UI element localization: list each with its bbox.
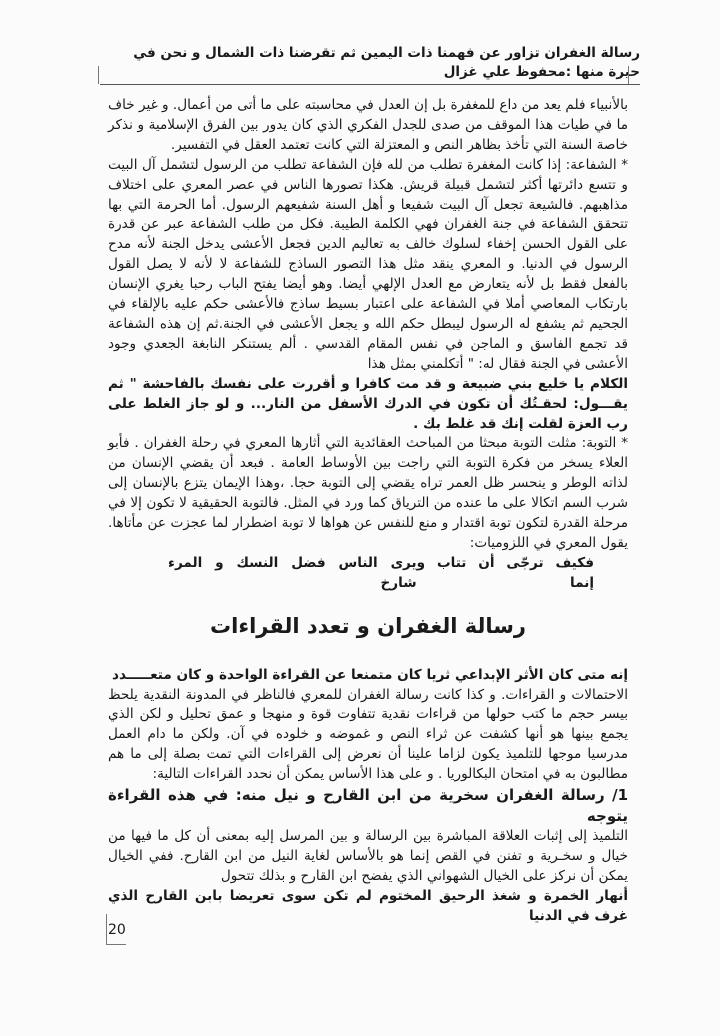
subheading-reading-1: 1/ رسالة الغفران سخرية من ابن القارح و نيل منه: في هذه القراءة يتوجه: [108, 786, 628, 826]
body-text: [108, 96, 628, 927]
paragraph-reading-1: التلميذ إلى إثبات العلاقة المباشرة بين الرسالة و بين المرسل إليه بمعنى أن كل ما فيها من خيال و سخـرية و تفنن في القص إنما هو بالأساس لغاية النيل من ابن القارح. ففي الخيال يمكن أن نركز على الخيال الشهواني الذي يفضح ابن القارح و بذلك تتحول: [108, 828, 628, 884]
paragraph-readings-intro: الاحتمالات و القراءات. و كذا كانت رسالة الغفران للمعري فالناظر في المدونة النقدية يلحظ بيسر حجم ما كتب حولها من قراءات نقدية تتفاوت قوة و منهجا و عمق تحليل و لكن الذي يجمع بينها هو أنها كشفت عن ثراء النص و غموضه و خلوده في آن. ولكن ما دام العمل مدرسيا موجها للتلميذ يكون لزاما علينا أن نعرض إلى القراءات التي تمت بصلة إلى ما هم مطالبون به في امتحان البكالوريا . و على هذا الأساس يمكن أن نحدد القراءات التالية:: [108, 686, 628, 783]
paragraph-intercession: * الشفاعة: إذا كانت المغفرة تطلب من لله فإن الشفاعة تطلب من الرسول لتشمل آل البيت و تتسع دائرتها أكثر لتشمل قبيلة قريش. هكذا تصورها الناس في عصر المعري على اختلاف مذاهبهم. فالشيعة تجعل آل البيت شفيعا و أهل السنة شفيعهم الرسول. أما الحرمة التي بها تتحقق الشفاعة في جنة الغفران فهي الكلمة الطيبة. فكل من طلب الشفاعة عبر عن قدرة على القول الحسن إخفاء لسلوك خالف به تعاليم الدين فجعل الأعشى يدخل الجنة لأنه مدح الرسول في الدنيا. و المعري ينقد مثل هذا التصور الساذج للشفاعة لا لأنه لا يصل القول بالفعل فقط بل لأنه يتعارض مع العدل الإلهي أيضا. وهو أيضا يفتح الباب رحبا يغري الإنسان بارتكاب المعاصي أملا في الشفاعة على اعتبار بسيط ساذج فالأعشى حكم عليه بالإلقاء في الجحيم ثم يشفع له الرسول ليبطل حكم الله و يجعل الأعشى في الجنة.ثم إن هذه الشفاعة قد تجمع الفاسق و الماجن في نفس المقام القدسي . ألم يستنكر النابغة الجعدي وجود الأعشى في الجنة فقال له: " أتكلمني بمثل هذا: [108, 156, 628, 372]
paragraph-readings-intro-bold: إنه متى كان الأثر الإبداعي ثريا كان متمنعا عن القراءة الواحدة و كان متعـــــدد: [112, 666, 628, 683]
footer-corner-mark-vertical: [106, 914, 107, 944]
header-corner-mark-right: [628, 66, 629, 84]
page-number: 20: [108, 922, 126, 938]
paragraph-repentance: * التوبة: مثلت التوبة مبحثا من المباحث العقائدية التي أثارها المعري في رحلة الغفران . فأبو العلاء يسخر من فكرة التوبة التي راجت بين الأوساط العامة . فبعد أن يقضي الإنسان من لذاته الوطر و ينحسر ظل العمر تراه يقضي إلى التوبة حجا. ،وهذا الإيمان يتزع بالإنسان إلى شرب السم اتكالا على ما عنده من الترياق كما ورد في المثل. فالتوبة الحقيقية لا تكون إلا في مرحلة القدرة لتكون توبة اقتدار و منع للنفس عن هواها لا توبة اضطرار لما عجزت عن مأتاها. يقول المعري في اللزوميات:: [108, 435, 628, 551]
page-header-title: رسالة الغفران تزاور عن فهمنا ذات اليمين ثم تقرضنا ذات الشمال و نحن في حيرة منها :محفوظ علي غزال: [133, 45, 640, 80]
footer-corner-mark-horizontal: [106, 944, 126, 945]
header-corner-mark-left: [98, 66, 99, 84]
header-rule: [100, 84, 640, 85]
verse-first-hemistich: فكيف ترجّى أن تتاب و إنما: [416, 554, 594, 591]
paragraph-mercy-end: بالأنبياء فلم يعد من داع للمغفرة بل إن العدل في محاسبته على ما أتى من أعمال. و غير خاف ما في طيات هذا الموقف من صدى للجدل الفكري الذي كان يدور بين الفرق الإسلامية و نذكر خاصة السنة التي تأخذ بظاهر النص و المعتزلة التي كانت تعتمد العقل في التفسير.: [108, 97, 628, 153]
paragraph-reading-1-bold: أنهار الخمرة و شغذ الرحيق المختوم لم تكن سوى تعريضا بابن القارح الذي غرف في الدنيا: [108, 887, 628, 924]
paragraph-intercession-quote: الكلام يا خليع بني ضبيعة و قد مت كافرا و أقررت على نفسك بالفاحشة " ثم يقـــول: لحقـتُك أن تكون في الدرك الأسفل من النار... و لو جاز الغلط على رب العزة لقلت إنك قد غلط بك .: [108, 375, 628, 432]
verse-second-hemistich: يرى الناس فضل النسك و المرء شارخ: [168, 554, 417, 591]
section-title: رسالة الغفران و تعدد القراءات: [210, 613, 526, 638]
poem-verse: [108, 554, 628, 594]
